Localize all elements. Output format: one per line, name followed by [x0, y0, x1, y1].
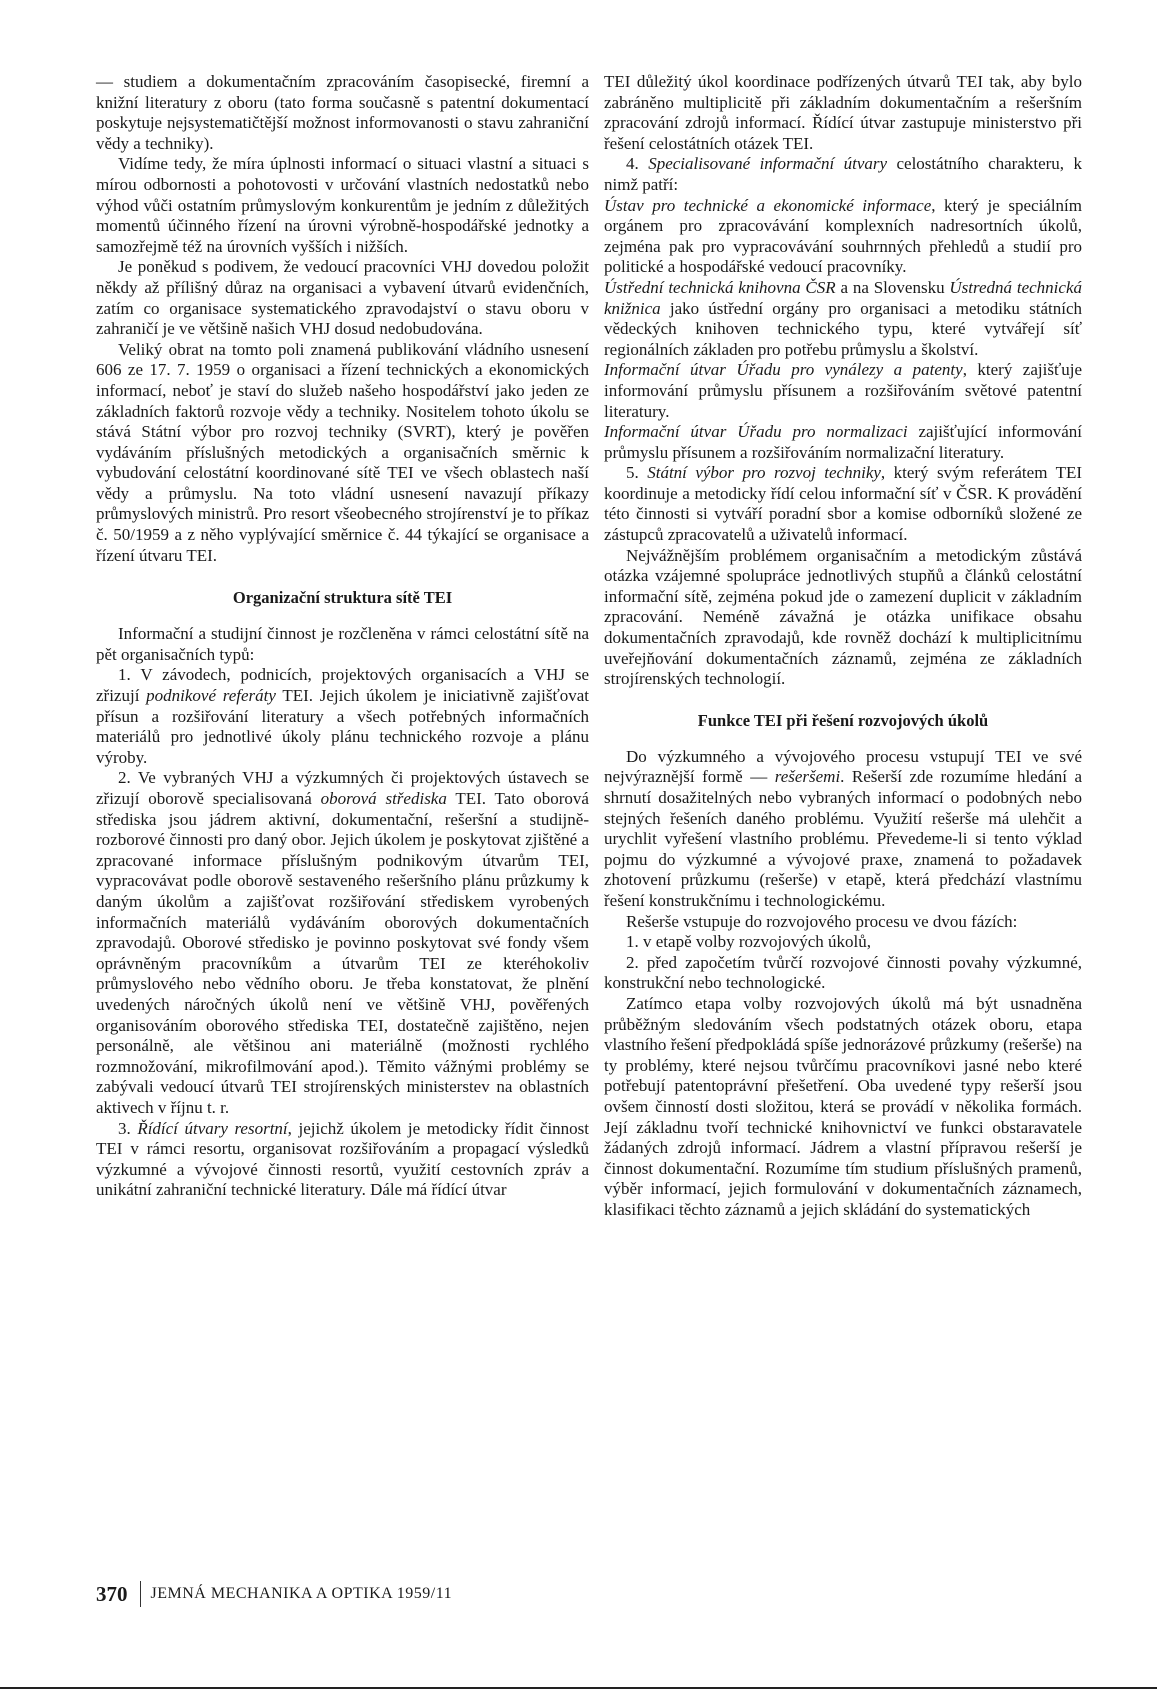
text-run: 2. Ve vybraných VHJ a výzkumných či projektových ústavech se zřizují oborově specialisovaná	[96, 768, 589, 808]
emphasis: podnikové referáty	[146, 686, 276, 706]
emphasis: Řídící útvary resortní	[137, 1118, 288, 1138]
paragraph: Informační a studijní činnost je rozčleněna v rámci celostátní sítě na pět organisačních typů:	[96, 624, 589, 664]
paragraph	[604, 463, 1082, 545]
paragraph: Nejvážnějším problémem organisačním a metodickým zůstává otázka vzájemné spolupráce jednotlivých stupňů a článků celostátní informační sítě, zejména pokud jde o zamezení duplicit v základním zpracování. Neméně závažná je otázka unifikace obsahu dokumentačních zpravodajů, kde rovněž dochází k multiplicitnímu uveřejňování dokumentačních záznamů, zejména ze základních strojírenských technologií.	[604, 545, 1082, 689]
text-run: zajišťující informování průmyslu přísunem a rozšiřováním normalizační literatury.	[604, 422, 1082, 462]
emphasis: Specialisované informační útvary	[648, 154, 888, 174]
paragraph: Vidíme tedy, že míra úplnosti informací o situaci vlastní a situaci s mírou odbornosti a pohotovosti v určování vlastních nedostatků nebo výhod vůči ostatním průmyslovým konkurentům je jedním z důležitých momentů účinného řízení na úrovni výrobně-hospodářské jednotky a samozřejmě též na úrovních vyšších i nižších.	[96, 154, 589, 256]
paragraph	[604, 360, 1082, 422]
text-run: TEI. Tato oborová střediska jsou jádrem aktivní, dokumentační, rešeršní a studijně-rozborové činnosti pro daný obor. Jejich úkolem je poskytovat zjištěné a zpracované informace příslušným podnikovým útvarům TEI, vypracovávat podle oborově sestaveného rešeršního plánu průzkumy k daným úkolům a zajišťovat rozšiřování střediskem vyrobených informačních materiálů vydáváním oborových dokumentačních zpravodajů. Oborové středisko je povinno poskytovat své fondy všem oprávněným pracovníkům a útvarům TEI ze kteréhokoliv průmyslového nebo vědního oboru. Je třeba konstatovat, že plnění uvedených náročných úkolů není ve většině VHJ, pověřených organisováním oborového střediska TEI, dostatečně zajištěno, nejen personálně, ale většinou ani materiálně (možnosti rychlého rozmnožování, mikrofilmování apod.). Těmito vážnými problémy se zabývali vedoucí útvarů TEI strojírenských ministerstev na oblastních aktivech v říjnu t. r.	[96, 789, 589, 1117]
emphasis: rešeršemi	[774, 767, 841, 787]
emphasis: Informační útvar Úřadu pro vynálezy a patenty	[604, 360, 963, 380]
paragraph	[604, 196, 1082, 278]
emphasis: oborová střediska	[320, 789, 447, 808]
paragraph	[96, 1119, 589, 1201]
footer-divider	[140, 1581, 141, 1607]
emphasis: Informační útvar Úřadu pro normalizaci	[604, 422, 908, 442]
text-run: 5.	[626, 463, 648, 483]
page-footer	[96, 1581, 452, 1607]
page-number: 370	[96, 1581, 128, 1606]
emphasis: Ústredná technická knižnica	[604, 277, 1082, 318]
text-run: , který zajišťuje informování průmyslu přísunem a rozšiřováním světové patentní literatury.	[604, 360, 1082, 421]
emphasis: Státní výbor pro rozvoj techniky	[647, 463, 881, 483]
text-run: , který svým referátem TEI koordinuje a metodicky řídí celou informační síť v ČSR. K provádění této činnosti si vytváří poradní sbor a komise odborníků složené ze zástupců zpracovatelů a uživatelů informací.	[604, 463, 1083, 545]
paragraph: Veliký obrat na tomto poli znamená publikování vládního usnesení 606 ze 17. 7. 1959 o organisaci a řízení technických a ekonomických informací, neboť je staví do služeb našeho hospodářství jako jeden ze základních faktorů rozvoje vědy a techniky. Nositelem tohoto úkolu se stává Státní výbor pro rozvoj techniky (SVRT), který je pověřen vydáváním příslušných metodických a organisačních směrnic k vybudování celostátní koordinované sítě TEI ve všech oblastech naší vědy a průmyslu. Na toto vládní usnesení navazují příkazy průmyslových ministrů. Pro resort všeobecného strojírenství je to příkaz č. 50/1959 a z něho vyplývající směrnice č. 44 týkající se organisace a řízení útvaru TEI.	[96, 339, 589, 565]
paragraph	[604, 747, 1082, 912]
emphasis: Ústav pro technické a ekonomické informace	[604, 195, 932, 215]
list-item: 2. před započetím tvůrčí rozvojové činnosti povahy výzkumné, konstrukční nebo technologické.	[604, 952, 1082, 993]
bottom-rule	[0, 1687, 1157, 1689]
text-run: celostátního charakteru, k nimž patří:	[604, 154, 1082, 194]
paragraph	[604, 154, 1082, 195]
paragraph	[604, 278, 1082, 360]
journal-name: JEMNÁ MECHANIKA A OPTIKA 1959/11	[150, 1585, 453, 1602]
text-run: jako ústřední orgány pro organisaci a metodiku státních vědeckých knihoven technického typu, které vytvářejí síť regionálních základen pro potřebu průmyslu a školství.	[604, 298, 1082, 359]
section-heading: Organizační struktura sítě TEI	[232, 588, 453, 608]
text-run: , který je speciálním orgánem pro zpracovávání komplexních nadresortních úkolů, zejména pak pro vypracovávání souhrnných přehledů a studií pro politické a hospodářské vedoucí pracovníky.	[604, 195, 1083, 277]
section-heading: Funkce TEI při řešení rozvojových úkolů	[697, 710, 989, 730]
paragraph: — studiem a dokumentačním zpracováním časopisecké, firemní a knižní literatury z oboru (tato forma současně s patentní dokumentací poskytuje nejsystematičtější možnost informovanosti o stavu zahraniční vědy a techniky).	[96, 72, 589, 153]
right-column	[604, 72, 1082, 1220]
text-run: 3.	[118, 1118, 138, 1138]
left-column	[96, 72, 589, 1201]
paragraph	[604, 422, 1082, 463]
paragraph	[96, 768, 589, 1118]
text-run: 1. V závodech, podnicích, projektových organisacích a VHJ se zřizují	[96, 665, 589, 706]
paragraph: Zatímco etapa volby rozvojových úkolů má být usnadněna průběžným sledováním všech podstatných otázek oboru, etapa vlastního řešení předpokládá spíše jednorázové průzkumy (rešerše) na ty problémy, které nejsou tvůrčímu pracovníkovi jasné nebo které potřebují patentoprávní přešetření. Oba uvedené typy rešerší jsou ovšem činností dosti složitou, která se provádí v několika formách. Její základnu tvoří technické knihovnictví ve funkci obstaravatele žádaných zdrojů informací. Jádrem a vlastní přípravou rešerší je činnost dokumentační. Rozumíme tím studium příslušných pramenů, výběr informací, jejich formulování v dokumentačních záznamech, klasifikaci těchto záznamů a jejich skládání do systematických	[604, 993, 1082, 1219]
paragraph: Je poněkud s podivem, že vedoucí pracovníci VHJ dovedou položit někdy až přílišný důraz na organisaci a vybavení útvarů evidenčních, zatím co organisace systematického zpravodajství o stavu oboru v zahraničí je ve většině našich VHJ dosud nedobudována.	[96, 257, 589, 339]
paragraph: Rešerše vstupuje do rozvojového procesu ve dvou fázích:	[626, 911, 1018, 931]
list-item: 1. v etapě volby rozvojových úkolů,	[626, 932, 872, 952]
text-run: TEI. Jejich úkolem je iniciativně zajišťovat přísun a rozšiřování literatury a všech potřebných informačních materiálů pro jednotlivé úkoly plánu technického rozvoje a plánu výroby.	[96, 686, 590, 767]
paragraph	[96, 665, 589, 768]
text-run: , jejichž úkolem je metodicky řídit činnost TEI v rámci resortu, organisovat rozšiřováním a propagací výsledků výzkumné a vývojové činnosti resortů, využití cestovních zpráv a unikátní zahraniční technické literatury. Dále má řídící útvar	[96, 1118, 590, 1200]
text-run: Do výzkumného a vývojového procesu vstupují TEI ve své nejvýraznější formě —	[604, 746, 1082, 787]
text-run: a na Slovensku	[835, 277, 950, 297]
paragraph: TEI důležitý úkol koordinace podřízených útvarů TEI tak, aby bylo zabráněno multiplicitě při základním dokumentačním a rešeršním zpracování zdrojů informací. Řídící útvar zastupuje ministerstvo při řešení celostátních otázek TEI.	[604, 72, 1082, 153]
text-run: 4.	[626, 154, 649, 174]
emphasis: Ústřední technická knihovna ČSR	[604, 277, 836, 297]
text-run: . Rešerší zde rozumíme hledání a shrnutí dosažitelných nebo vybraných informací o podobných nebo stejných řešeních daného problému. Využití rešerše má ulehčit a urychlit vyřešení vlastního problému. Převedeme-li si tento výklad pojmu do výzkumné a vývojové praxe, znamená to požadavek zhotovení průzkumu (rešerše) v etapě, která předchází vlastnímu řešení konstrukčnímu i technologickému.	[604, 767, 1083, 910]
